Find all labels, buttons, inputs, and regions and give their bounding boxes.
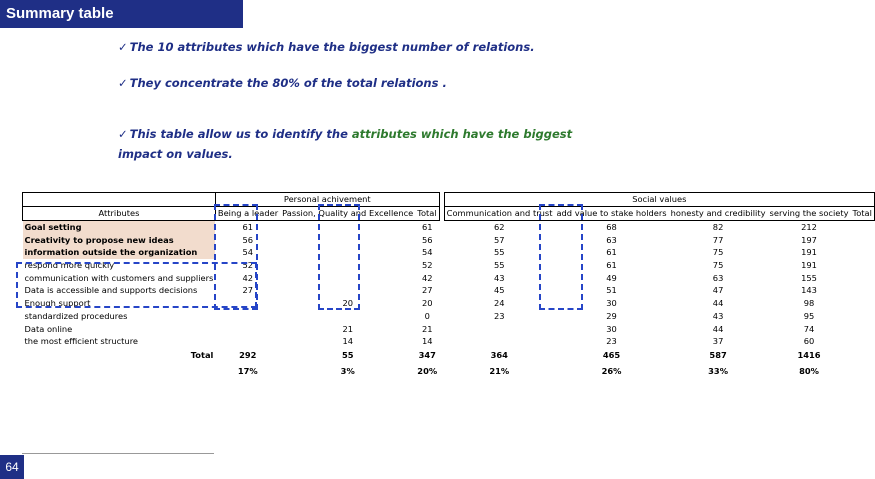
table-row — [23, 284, 875, 297]
table-row — [23, 233, 875, 246]
attribute-name: respond more quickly — [24, 260, 115, 271]
table-row — [23, 335, 875, 348]
value-cell: 61 — [606, 260, 617, 271]
summary-table — [22, 192, 875, 379]
value-cell: 43 — [494, 272, 505, 283]
value-cell: 20 — [342, 298, 353, 309]
col-society: serving the society — [768, 206, 851, 220]
table-row — [23, 271, 875, 284]
value-cell: 191 — [801, 260, 817, 271]
value-cell — [280, 246, 415, 259]
total-cell: 465 — [602, 350, 621, 361]
value-cell — [444, 335, 554, 348]
table-row — [23, 259, 875, 272]
value-cell: 61 — [242, 222, 254, 233]
value-cell: 68 — [606, 222, 617, 233]
attribute-name: communication with customers and suppliers — [24, 272, 214, 283]
percent-cell: 80% — [799, 365, 819, 376]
value-cell: 54 — [421, 247, 433, 258]
percent-row — [23, 363, 875, 379]
attribute-name: Creativity to propose new ideas — [23, 233, 216, 246]
table-row — [23, 297, 875, 310]
value-cell: 52 — [421, 260, 433, 271]
value-cell: 82 — [712, 222, 724, 233]
table-row — [23, 246, 875, 259]
table-row — [23, 310, 875, 323]
attribute-name: Data is accessible and supports decisions — [24, 285, 198, 296]
total-cell: 55 — [341, 350, 354, 361]
total-cell: 292 — [239, 350, 257, 361]
value-cell: 60 — [803, 336, 815, 347]
col-attributes: Attributes — [23, 206, 216, 220]
value-cell: 98 — [803, 298, 815, 309]
value-cell: 37 — [712, 336, 724, 347]
col-communication: Communication and trust — [444, 206, 554, 220]
value-cell: 23 — [494, 310, 505, 321]
table-body — [23, 220, 875, 347]
page-title: Summary table — [0, 0, 243, 28]
percent-cell: 3% — [340, 365, 355, 376]
footer-divider — [22, 453, 214, 454]
value-cell: 63 — [712, 272, 724, 283]
value-cell: 44 — [712, 323, 724, 334]
value-cell: 49 — [606, 272, 617, 283]
value-cell: 14 — [342, 336, 353, 347]
value-cell: 21 — [342, 323, 353, 334]
bullet-3 — [118, 124, 588, 164]
value-cell — [280, 233, 415, 246]
value-cell: 61 — [606, 247, 617, 258]
value-cell: 30 — [606, 298, 617, 309]
attribute-name: standardized procedures — [24, 310, 128, 321]
value-cell: 54 — [242, 247, 254, 258]
percent-cell: 26% — [601, 365, 622, 376]
bullet-2-text: They concentrate the 80% of the total relations . — [129, 76, 447, 90]
attribute-name: Enough support — [24, 298, 91, 309]
percent-cell: 33% — [708, 365, 729, 376]
value-cell: 55 — [494, 247, 505, 258]
group-header-row — [23, 193, 875, 207]
value-cell: 75 — [712, 260, 724, 271]
total-cell: 364 — [490, 350, 508, 361]
value-cell: 44 — [712, 298, 724, 309]
group-social: Social values — [444, 193, 874, 207]
percent-cell: 20% — [417, 365, 438, 376]
bullet-3-highlight: attributes which have the biggest — [351, 127, 573, 141]
table-row — [23, 220, 875, 233]
checkmark-icon: ✓ — [118, 127, 128, 141]
value-cell: 197 — [801, 234, 817, 245]
value-cell: 95 — [803, 310, 815, 321]
value-cell: 20 — [421, 298, 433, 309]
col-leader: Being a leader — [215, 206, 280, 220]
value-cell — [215, 310, 280, 323]
value-cell: 62 — [494, 222, 505, 233]
value-cell: 27 — [421, 285, 433, 296]
value-cell: 42 — [242, 272, 254, 283]
value-cell — [280, 310, 415, 323]
attribute-name: information outside the organization — [23, 246, 216, 259]
value-cell — [215, 335, 280, 348]
value-cell — [280, 259, 415, 272]
total-cell: 1416 — [797, 350, 821, 361]
value-cell: 61 — [421, 222, 433, 233]
col-total-social: Total — [851, 206, 875, 220]
table-row — [23, 322, 875, 335]
total-row — [23, 348, 875, 363]
value-cell — [280, 284, 415, 297]
value-cell: 57 — [494, 234, 505, 245]
percent-cell: 21% — [489, 365, 510, 376]
checkmark-icon: ✓ — [118, 76, 128, 90]
value-cell: 27 — [242, 285, 254, 296]
value-cell: 24 — [494, 298, 505, 309]
value-cell: 55 — [494, 260, 505, 271]
value-cell: 42 — [421, 272, 433, 283]
bullet-3-text-pre: This table allow us to identify the — [129, 127, 352, 141]
value-cell: 56 — [242, 234, 254, 245]
value-cell: 0 — [424, 310, 430, 321]
value-cell: 43 — [712, 310, 724, 321]
value-cell: 191 — [801, 247, 817, 258]
value-cell: 52 — [242, 260, 254, 271]
page-number: 64 — [0, 455, 24, 479]
value-cell: 29 — [606, 310, 617, 321]
value-cell: 63 — [606, 234, 617, 245]
column-header-row — [23, 206, 875, 220]
value-cell: 212 — [801, 222, 817, 233]
attribute-name: Data online — [24, 323, 73, 334]
value-cell: 23 — [606, 336, 617, 347]
value-cell: 45 — [494, 285, 505, 296]
bullet-3-text-post: impact on values. — [118, 147, 233, 161]
bullet-1 — [118, 40, 535, 54]
col-stakeholders: add value to stake holders — [554, 206, 668, 220]
total-label: Total — [190, 350, 214, 361]
col-passion: Passion, Quality and Excellence — [280, 206, 415, 220]
value-cell — [280, 271, 415, 284]
value-cell: 51 — [606, 285, 617, 296]
value-cell: 21 — [421, 323, 433, 334]
group-personal: Personal achivement — [215, 193, 439, 207]
value-cell: 56 — [421, 234, 433, 245]
value-cell: 143 — [801, 285, 817, 296]
checkmark-icon: ✓ — [118, 40, 128, 54]
value-cell — [215, 297, 280, 310]
value-cell: 155 — [801, 272, 817, 283]
value-cell: 74 — [803, 323, 815, 334]
value-cell: 75 — [712, 247, 724, 258]
attribute-name: the most efficient structure — [24, 336, 139, 347]
value-cell: 47 — [712, 285, 724, 296]
total-cell: 587 — [709, 350, 727, 361]
attribute-name: Goal setting — [23, 220, 216, 233]
value-cell: 77 — [712, 234, 724, 245]
col-honesty: honesty and credibility — [669, 206, 768, 220]
total-cell: 347 — [418, 350, 436, 361]
value-cell — [444, 322, 554, 335]
bullet-2 — [118, 76, 447, 90]
percent-cell: 17% — [237, 365, 258, 376]
bullet-1-text: The 10 attributes which have the biggest number of relations. — [129, 40, 535, 54]
value-cell: 30 — [606, 323, 617, 334]
value-cell — [215, 322, 280, 335]
col-total-personal: Total — [415, 206, 439, 220]
value-cell: 14 — [421, 336, 433, 347]
value-cell — [280, 220, 415, 233]
